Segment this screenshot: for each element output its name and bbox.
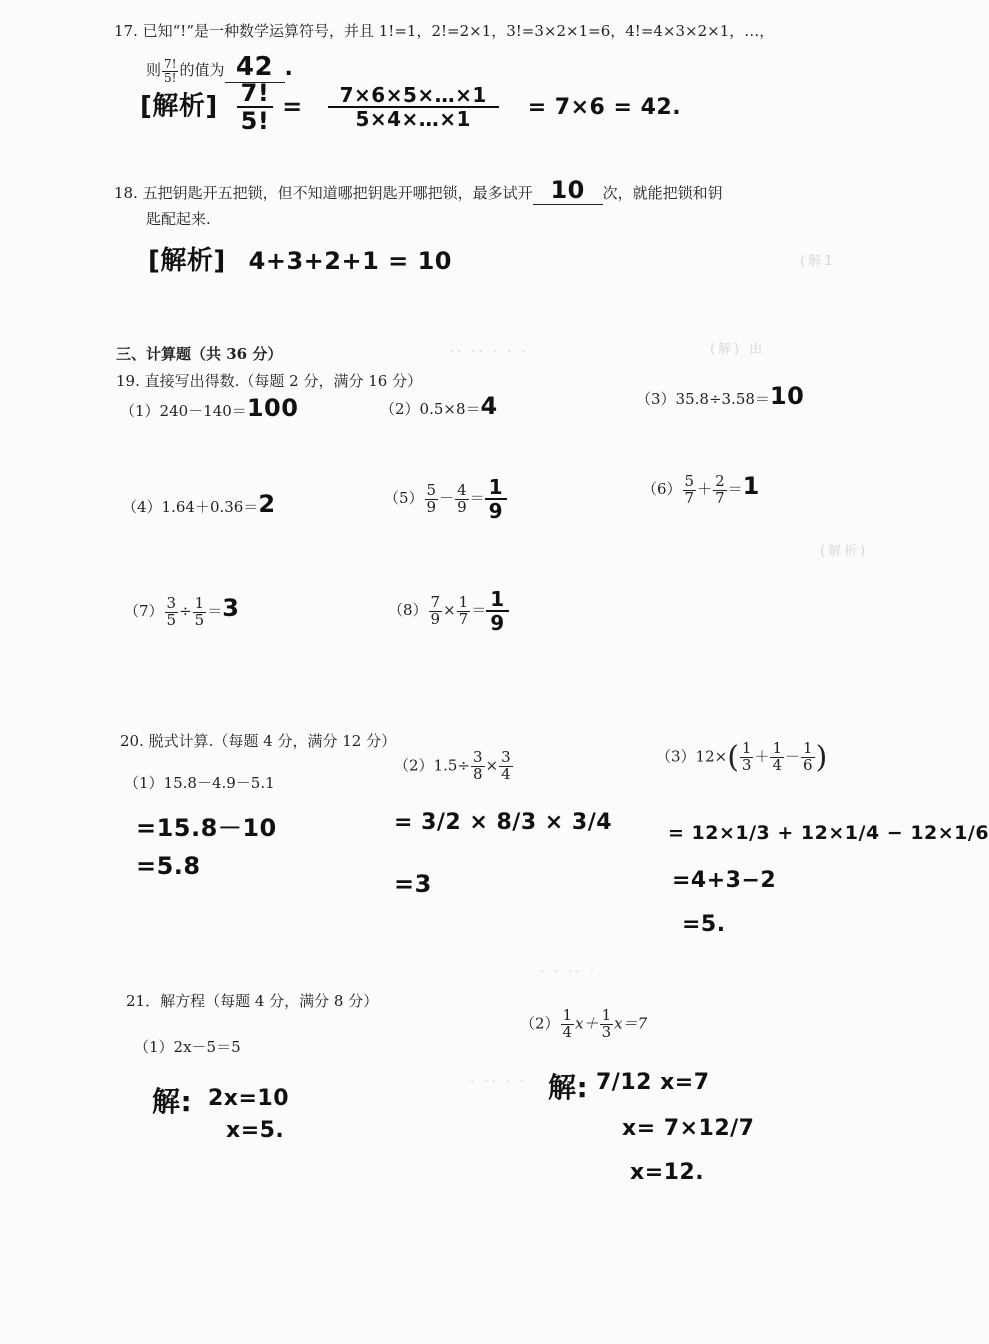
q19-a3: 10	[769, 382, 805, 410]
q19-p7-op: ÷	[179, 602, 192, 620]
q19-p5-n1: 5	[426, 480, 437, 499]
q20-p1: （1）15.8－4.9－5.1	[124, 774, 275, 792]
q18-hw-work: 4+3+2+1 = 10	[248, 247, 452, 275]
q17-frac-num: 7!	[164, 56, 177, 71]
q19-p8-eq: ＝	[471, 601, 487, 619]
q20-p2-n1: 3	[472, 748, 483, 766]
q20-p3-frac3	[801, 741, 815, 774]
q18-handwritten-work	[148, 240, 452, 277]
q19-p5-frac1	[425, 480, 439, 516]
q19-p7-frac1	[165, 593, 179, 629]
q19-p5-op: －	[439, 489, 455, 507]
q20-p3-op1: ＋	[754, 747, 770, 766]
section3-title: 三、计算题（共 36 分）	[116, 345, 283, 363]
q19-p5-d2: 9	[457, 497, 467, 516]
q19-p8-label: （8）	[388, 601, 428, 619]
q19-title: 19. 直接写出得数.（每题 2 分，满分 16 分）	[116, 372, 423, 390]
q20-p3-n1: 1	[741, 739, 752, 758]
q20-w1-2: =5.8	[136, 852, 201, 880]
q21-w2-label: 解:	[548, 1071, 589, 1104]
q19-a5-n: 1	[485, 476, 507, 500]
q19-a2: 4	[480, 392, 498, 420]
q19-p7-d1: 5	[166, 610, 177, 629]
q17-hw-eq1: =	[282, 92, 303, 121]
q19-a7: 3	[222, 594, 240, 622]
q19-item2	[380, 392, 498, 420]
q21-p2-frac2	[600, 1008, 614, 1041]
q18-line1	[114, 176, 723, 205]
q20-p3-label: （3）12×	[656, 747, 728, 766]
q19-item6	[642, 472, 760, 506]
q19-p5-d1: 9	[426, 497, 437, 516]
q17-hw-frac-den: 5!	[240, 107, 270, 136]
q20-p2-frac1	[471, 750, 485, 783]
q20-p2	[394, 750, 514, 783]
q21-p2-label: （2）	[520, 1014, 560, 1033]
q20-p2-label: （2）1.5÷	[394, 756, 470, 775]
q21-w1-1: 2x=10	[208, 1086, 290, 1111]
q20-p3-op2: －	[785, 747, 801, 766]
q19-item3	[636, 382, 804, 410]
q19-p8-frac2	[457, 592, 471, 628]
q21-w2-1: 7/12 x=7	[596, 1070, 710, 1095]
q19-p7-n2: 1	[194, 593, 205, 612]
q19-p6-op: ＋	[697, 480, 713, 498]
q19-a6: 1	[742, 472, 760, 500]
q19-item1	[120, 394, 298, 422]
q19-p4: （4）1.64＋0.36＝	[122, 498, 259, 516]
q20-w3-2: =4+3−2	[672, 868, 777, 893]
q17-hw-big-frac	[328, 84, 499, 130]
q20-p3-lparen-icon: (	[727, 740, 739, 775]
q19-p8-n2: 1	[458, 592, 469, 611]
q19-p8-n1: 7	[430, 592, 441, 611]
q20-p2-n2: 3	[501, 748, 511, 766]
q19-a8	[486, 588, 508, 634]
q20-p2-frac2	[499, 750, 513, 783]
q19-a5	[485, 476, 507, 522]
q18-line2: 匙配起来.	[146, 210, 211, 228]
q19-p8-d1: 9	[430, 609, 441, 628]
q18-answer: 10	[533, 176, 603, 205]
q17-hw-frac-num: 7!	[237, 80, 274, 108]
q21-w2-2: x= 7×12/7	[622, 1116, 755, 1141]
q20-p3-d3: 6	[803, 756, 813, 774]
q19-p5-label: （5）	[384, 489, 424, 507]
q20-w3-1: = 12×1/3 + 12×1/4 − 12×1/6	[668, 822, 989, 844]
q21-p2-d1: 4	[562, 1022, 573, 1041]
q19-p6-frac2	[713, 471, 727, 507]
q20-p3-frac1	[740, 741, 754, 774]
q19-p7-frac2	[193, 593, 207, 629]
q20-title: 20. 脱式计算.（每题 4 分，满分 12 分）	[120, 732, 397, 750]
q21-p2-n2: 1	[601, 1006, 612, 1024]
q19-p8-frac1	[429, 592, 443, 628]
q19-a1: 100	[246, 394, 299, 422]
q20-w3-3: =5.	[682, 912, 726, 937]
q20-p3-n2: 1	[772, 739, 783, 758]
q19-item5	[384, 476, 507, 522]
q20-p3-d1: 3	[741, 756, 752, 774]
q19-p6-d1: 7	[684, 488, 695, 507]
q20-p3-d2: 4	[772, 756, 783, 774]
q19-p7-n1: 3	[166, 593, 177, 612]
q17-value-of: 的值为	[179, 61, 225, 79]
q19-a8-d: 9	[490, 611, 505, 635]
q20-p2-op: ×	[485, 756, 499, 775]
q20-p2-d1: 8	[472, 764, 483, 783]
q19-p1: （1）240－140＝	[120, 402, 247, 420]
q19-a4: 2	[258, 490, 276, 518]
q17-then: 则	[146, 61, 162, 79]
q20-p3-n3: 1	[803, 739, 813, 758]
q18-line1-end: 次，就能把锁和钥	[602, 184, 723, 202]
q19-p6-eq: ＝	[727, 480, 743, 498]
q20-p2-d2: 4	[501, 764, 511, 783]
q17-hw-result: = 7×6 = 42.	[527, 95, 682, 121]
q17-line1: 17. 已知“!”是一种数学运算符号，并且 1!=1，2!=2×1，3!=3×2×1=6，4!=4×3×2×1，…，	[114, 22, 775, 40]
q19-p5-frac2	[455, 480, 469, 516]
q19-p8-op: ×	[443, 601, 456, 619]
q17-hw-big-num: 7×6×5×…×1	[328, 84, 499, 108]
q21-title: 21．解方程（每题 4 分，满分 8 分）	[126, 992, 379, 1010]
q19-p7-label: （7）	[124, 602, 164, 620]
q21-p2-d2: 3	[601, 1022, 612, 1041]
q19-p5-eq: ＝	[469, 489, 485, 507]
q19-p6-frac1	[683, 471, 697, 507]
q21-p1: （1）2x－5＝5	[134, 1038, 241, 1056]
q21-p2-frac1	[561, 1008, 575, 1041]
q19-p6-n1: 5	[684, 471, 695, 490]
q19-item8	[388, 588, 509, 634]
q19-item7	[124, 594, 239, 628]
q19-p2: （2）0.5×8＝	[380, 400, 481, 418]
q21-p2-x1: x＋	[575, 1014, 599, 1033]
q19-p3: （3）35.8÷3.58＝	[636, 390, 770, 408]
q19-p6-label: （6）	[642, 480, 682, 498]
q18-line1-text: 18. 五把钥匙开五把锁，但不知道哪把钥匙开哪把锁，最多试开	[114, 184, 533, 202]
q21-p2-x2: x＝7	[614, 1014, 648, 1033]
q20-w1-1: =15.8－10	[136, 814, 277, 842]
q17-handwritten-work	[140, 80, 681, 135]
q21-w1-label: 解:	[152, 1085, 193, 1118]
q21-w2-3: x=12.	[630, 1160, 705, 1185]
q19-a5-d: 9	[488, 499, 504, 523]
q17-hw-label: [解析]	[140, 91, 218, 122]
q21-p2-n1: 1	[562, 1006, 573, 1024]
q20-w2-2: =3	[394, 870, 432, 898]
q20-w2-1: = 3/2 × 8/3 × 3/4	[394, 810, 613, 835]
q19-p6-n2: 2	[715, 471, 725, 490]
q20-p3-rparen-icon: )	[815, 740, 828, 775]
q19-a8-n: 1	[486, 588, 508, 612]
q20-p3	[656, 740, 827, 775]
q19-p7-eq: ＝	[207, 602, 223, 620]
q19-p6-d2: 7	[715, 488, 725, 507]
q19-p7-d2: 5	[194, 610, 205, 629]
q17-frac-den: 5!	[164, 70, 177, 85]
q17-answer-period: .	[284, 56, 294, 81]
q18-hw-label: [解析]	[148, 246, 226, 276]
q21-p2	[520, 1008, 647, 1041]
q19-p5-n2: 4	[457, 480, 467, 499]
q20-p3-frac2	[770, 741, 784, 774]
q19-p8-d2: 7	[458, 609, 469, 628]
q17-hw-big-den: 5×4×…×1	[355, 107, 471, 132]
q21-w1-2: x=5.	[226, 1118, 285, 1143]
q17-answer: 42	[225, 52, 285, 83]
q17-hw-frac	[237, 80, 274, 135]
q19-item4	[122, 490, 276, 518]
